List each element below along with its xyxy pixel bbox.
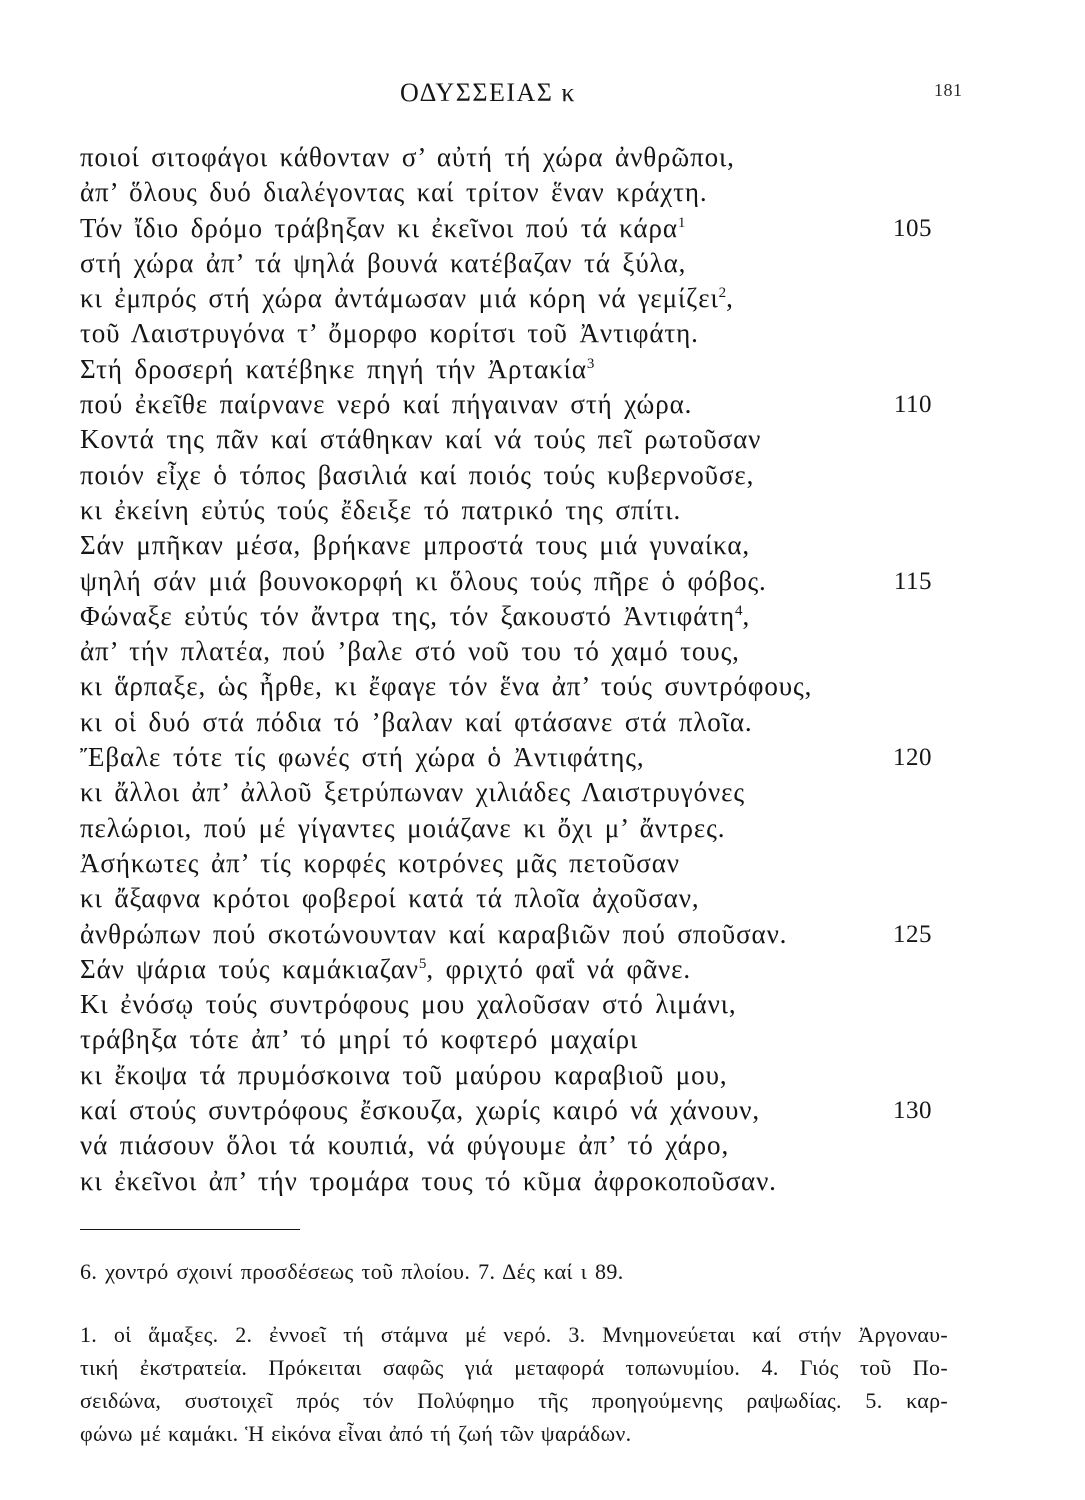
line-text: ψηλή σάν μιά βουνοκορφή κι ὅλους τούς πῆρε ὁ φόβος.	[80, 565, 767, 596]
poem-line	[80, 175, 940, 210]
footnote-line: 1. οἱ ἅμαξες. 2. ἐννοεῖ τή στάμνα μέ νερό. 3. Μνημονεύεται καί στήν Ἀργοναυ-	[80, 1322, 948, 1347]
line-text: κι ἐκεῖνοι ἀπ’ τήν τρομάρα τους τό κῦμα ἀφροκοποῦσαν.	[80, 1165, 777, 1196]
running-head-title: ΟΔΥΣΣΕΙΑΣ κ	[400, 78, 577, 107]
line-text: νά πιάσουν ὅλοι τά κουπιά, νά φύγουμε ἀπ’ τό χάρο,	[80, 1130, 730, 1161]
poem-line	[80, 669, 940, 704]
poem-line	[80, 740, 940, 775]
line-text: τράβηξα τότε ἀπ’ τό μηρί τό κοφτερό μαχαίρι	[80, 1024, 639, 1055]
line-text: καί στούς συντρόφους ἔσκουζα, χωρίς καιρό νά χάνουν,	[80, 1095, 761, 1126]
line-text-tail: , φριχτό φαΐ νά φᾶνε.	[426, 953, 692, 984]
footnote-line: φώνω μέ καμάκι. Ἡ εἰκόνα εἶναι ἀπό τή ζωή τῶν ψαράδων.	[80, 1421, 632, 1446]
footnote-rule	[80, 1229, 300, 1230]
line-text: ἀπ’ ὅλους δυό διαλέγοντας καί τρίτον ἕναν κράχτη.	[80, 177, 708, 208]
footnotes-block	[80, 1318, 948, 1450]
line-number: 105	[893, 214, 932, 242]
line-text: ἀπ’ τήν πλατέα, πού ’βαλε στό νοῦ του τό χαμό τους,	[80, 636, 740, 667]
footnote-prior-notes: 6. χοντρό σχοινί προσδέσεως τοῦ πλοίου. 7. Δές καί ι 89.	[80, 1259, 624, 1284]
poem-line	[80, 1093, 940, 1128]
line-text: κι οἱ δυό στά πόδια τό ’βαλαν καί φτάσανε στά πλοῖα.	[80, 706, 753, 737]
poem-line	[80, 1128, 940, 1163]
line-text: Σάν μπῆκαν μέσα, βρήκανε μπροστά τους μιά γυναίκα,	[80, 530, 751, 561]
line-text: κι ἄξαφνα κρότοι φοβεροί κατά τά πλοῖα ἀχοῦσαν,	[80, 883, 700, 914]
footnote-line: τική ἐκστρατεία. Πρόκειται σαφῶς γιά μεταφορά τοπωνυμίου. 4. Γιός τοῦ Πο-	[80, 1355, 948, 1380]
line-text: Τόν ἴδιο δρόμο τράβηξαν κι ἐκεῖνοι πού τά κάρα	[80, 212, 678, 243]
line-text: Κι ἐνόσῳ τούς συντρόφους μου χαλοῦσαν στό λιμάνι,	[80, 989, 737, 1020]
line-text: πού ἐκεῖθε παίρνανε νερό καί πήγαιναν στή χώρα.	[80, 389, 693, 420]
poem-line	[80, 316, 940, 351]
poem-line	[80, 246, 940, 281]
footnote-marker: 3	[586, 355, 595, 372]
poem-line	[80, 281, 940, 316]
poem-text-block	[80, 140, 940, 1199]
line-text: κι ἄλλοι ἀπ’ ἀλλοῦ ξετρύπωναν χιλιάδες Λαιστρυγόνες	[80, 777, 745, 808]
line-text: Ἀσήκωτες ἀπ’ τίς κορφές κοτρόνες μᾶς πετοῦσαν	[80, 847, 680, 878]
line-text: Στή δροσερή κατέβηκε πηγή τήν Ἀρτακία	[80, 353, 587, 384]
line-text-tail: ,	[742, 600, 751, 631]
line-number: 120	[893, 744, 932, 772]
poem-line	[80, 881, 940, 916]
poem-line	[80, 705, 940, 740]
poem-line	[80, 458, 940, 493]
poem-line	[80, 917, 940, 952]
line-text: κι ἐκείνη εὐτύς τούς ἔδειξε τό πατρικό της σπίτι.	[80, 494, 682, 525]
line-text: τοῦ Λαιστρυγόνα τ’ ὄμορφο κορίτσι τοῦ Ἀντιφάτη.	[80, 318, 699, 349]
line-text: ποιόν εἶχε ὁ τόπος βασιλιά καί ποιός τούς κυβερνοῦσε,	[80, 459, 755, 490]
line-text: Φώναξε εὐτύς τόν ἄντρα της, τόν ξακουστό Ἀντιφάτη	[80, 600, 736, 631]
line-text: κι ἔκοψα τά πρυμόσκοινα τοῦ μαύρου καραβιοῦ μου,	[80, 1059, 728, 1090]
line-text: Ἔβαλε τότε τίς φωνές στή χώρα ὁ Ἀντιφάτης,	[80, 742, 645, 773]
footnote-marker: 4	[735, 602, 743, 619]
line-text: στή χώρα ἀπ’ τά ψηλά βουνά κατέβαζαν τά ξύλα,	[80, 247, 687, 278]
line-text-tail: ,	[726, 283, 734, 314]
line-number: 130	[893, 1097, 932, 1125]
line-text: κι ἐμπρός στή χώρα ἀντάμωσαν μιά κόρη νά γεμίζει	[80, 283, 719, 314]
line-text: Κοντά της πᾶν καί στάθηκαν καί νά τούς πεῖ ρωτοῦσαν	[80, 424, 762, 455]
poem-line	[80, 846, 940, 881]
poem-line	[80, 1022, 940, 1057]
line-number: 115	[893, 567, 932, 595]
poem-line	[80, 987, 940, 1022]
poem-line	[80, 634, 940, 669]
footnote-marker: 5	[418, 955, 427, 972]
poem-line	[80, 1164, 940, 1199]
poem-line	[80, 952, 940, 987]
poem-line	[80, 140, 940, 175]
poem-line	[80, 528, 940, 563]
line-text: ἀνθρώπων πού σκοτώνουνταν καί καραβιῶν πού σποῦσαν.	[80, 918, 788, 949]
poem-line	[80, 422, 940, 457]
poem-line	[80, 211, 940, 246]
poem-line	[80, 564, 940, 599]
poem-line	[80, 1058, 940, 1093]
poem-line	[80, 387, 940, 422]
footnote-marker: 1	[677, 214, 686, 231]
line-text: ποιοί σιτοφάγοι κάθονταν σ’ αὐτή τή χώρα ἀνθρῶποι,	[80, 142, 735, 172]
line-number: 110	[893, 391, 932, 419]
line-number: 125	[893, 920, 932, 948]
line-text: κι ἅρπαξε, ὡς ἦρθε, κι ἔφαγε τόν ἕνα ἀπ’ τούς συντρόφους,	[80, 671, 813, 702]
poem-line	[80, 811, 940, 846]
page-number: 181	[934, 80, 963, 100]
poem-line	[80, 599, 940, 634]
poem-line	[80, 352, 940, 387]
footnote-marker: 2	[718, 285, 727, 302]
line-text: Σάν ψάρια τούς καμάκιαζαν	[80, 953, 419, 984]
poem-line	[80, 775, 940, 810]
poem-line	[80, 493, 940, 528]
footnote-line: σειδώνα, συστοιχεῖ πρός τόν Πολύφημο τῆς προηγούμενης ραψωδίας. 5. καρ-	[80, 1388, 948, 1413]
line-text: πελώριοι, πού μέ γίγαντες μοιάζανε κι ὄχι μ’ ἄντρες.	[80, 812, 726, 843]
